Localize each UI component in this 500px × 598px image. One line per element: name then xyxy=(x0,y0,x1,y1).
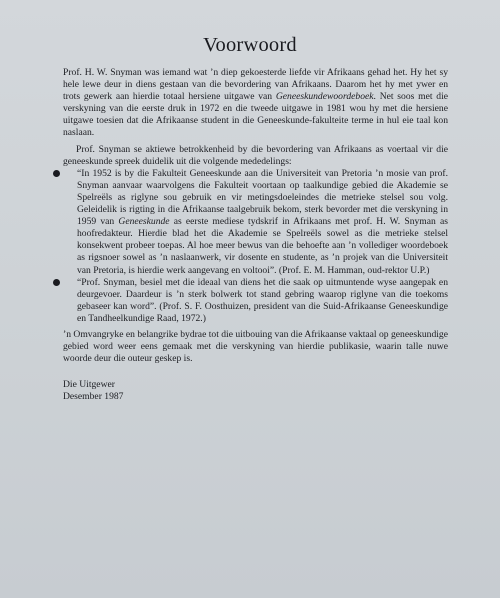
bullet-icon xyxy=(53,279,60,286)
bullet-icon xyxy=(53,170,60,177)
paragraph-intro xyxy=(63,67,448,140)
quote-hamman xyxy=(63,168,448,277)
paragraph-intro-text-end: . Net soos met die verskyning van die eerste druk in 1972 en die tweede uitgawe in 1981 wou hy met die hersiene uitgawe toesien dat die Afrikaanse student in die Geneeskunde-fakulteite terme in hul eie taal kon naslaan. xyxy=(63,91,449,139)
journal-title: Geneeskunde xyxy=(118,216,170,228)
foreword-body xyxy=(63,67,448,403)
quote-oosthuizen xyxy=(63,277,448,325)
page-title: Voorwoord xyxy=(203,34,297,56)
paragraph-intro-text: Prof. H. W. Snyman was iemand wat ’n diep gekoesterde liefde vir Afrikaans gehad het. Hy het sy hele lewe deur in diens gestaan van die bevordering van Afrikaans. Daarom het hy met ywer en trots gewerk aan hierdie totaal hersiene uitgawe van xyxy=(63,67,448,103)
signature-date: Desember 1987 xyxy=(63,391,124,403)
signature-publisher: Die Uitgewer xyxy=(63,379,115,391)
quote-oosthuizen-text: “Prof. Snyman, besiel met die ideaal van diens het die saak op uitmuntende wyse aangepak en deurgevoer. Daardeur is ’n sterk bolwerk tot stand gebring waarop riglyne van die toekoms gebaseer kan word”. (Prof. S. F. Oosthuizen, president van die Suid-Afrikaanse Geneeskundige en Tandheelkundige Raad, 1972.) xyxy=(77,276,448,324)
quote-hamman-text: “In 1952 is by die Fakulteit Geneeskunde aan die Universiteit van Pretoria ’n mosie van prof. Snyman aanvaar waarvolgens die Fakulteit voortaan op taalkundige gebied die Akademie se Spelreëls as riglyne sou gebruik en vir metingsdoeleindes die metrieke stelsel sou volg. Geleidelik is rigting in die Afrikaanse taalgebruik bekom, sterk bevorder met die verskyning in 1959 van Geneeskunde as eerste mediese tydskrif in Afrikaans met prof. H. W. Snyman as hoofredakteur. Hierdie blad het die Akademie se Spelreëls sowel as die metrieke stelsel konsekwent probeer toepas. Al hoe meer bewus van die behoefte aan ’n vollediger woordeboek as rigsnoer sowel as ’n naslaanwerk, vir dosente en studente, as ’n projek van die Universiteit van Pretoria, is hierdie werk aangevang en voltooi”. (Prof. E. M. Hamman, oud-rektor U.P.) xyxy=(77,167,448,276)
paragraph-involvement: Prof. Snyman se aktiewe betrokkenheid by die bevordering van Afrikaans as voertaal vir die geneeskunde spreek duidelik uit die volgende mededelings: xyxy=(63,143,448,167)
dictionary-title: Geneeskundewoordeboek xyxy=(275,91,374,103)
paragraph-contribution: ’n Omvangryke en belangrike bydrae tot die uitbouing van die Afrikaanse vaktaal op geneeskundige gebied word weer eens gemaak met die verskyning van hierdie publikasie, waarin talle nuwe woorde deur die outeur geskep is. xyxy=(63,328,448,365)
